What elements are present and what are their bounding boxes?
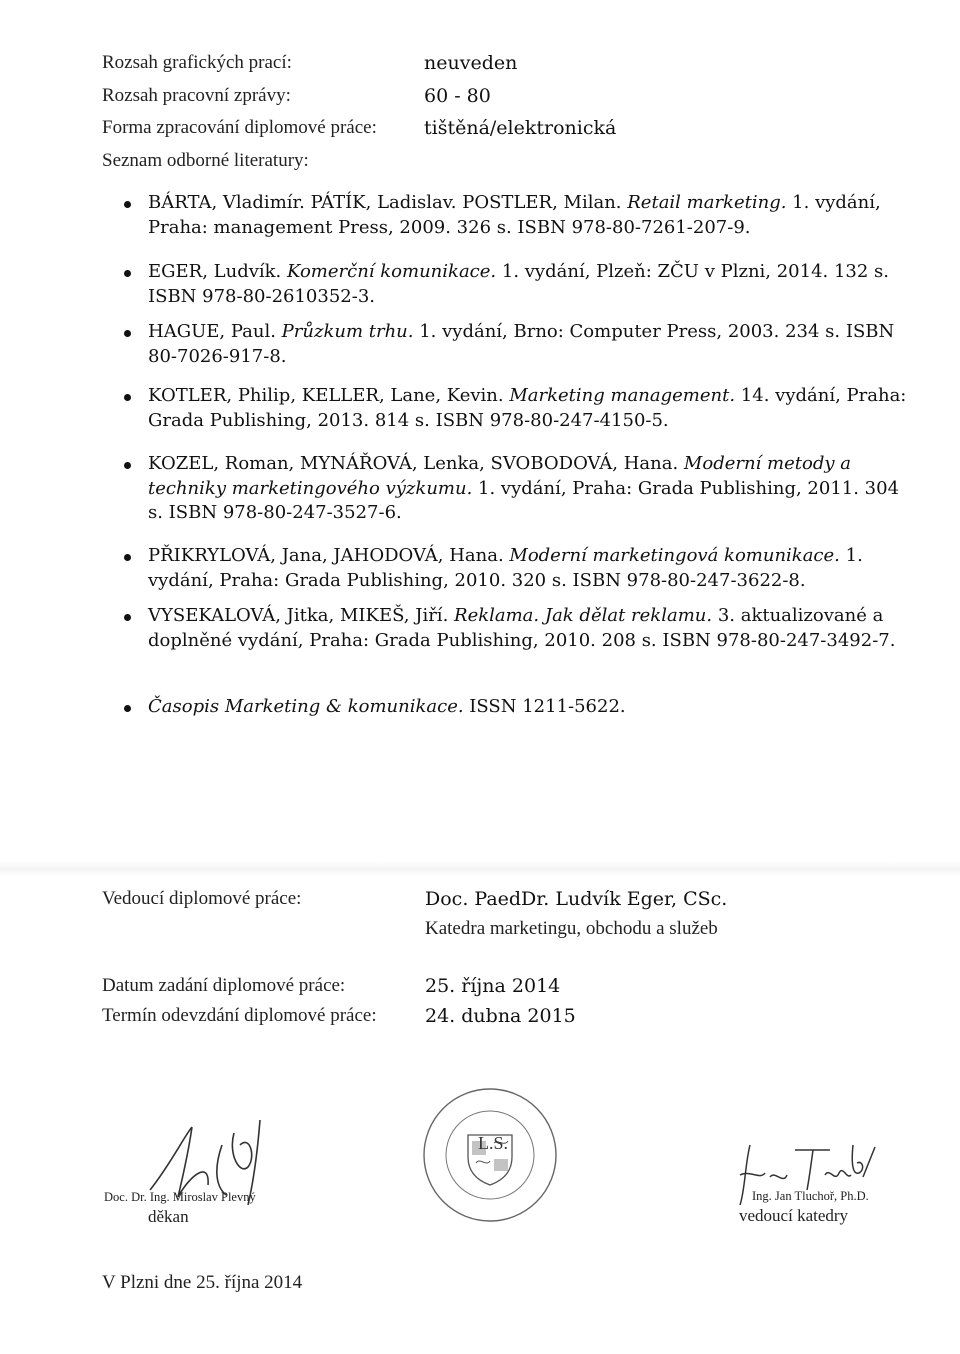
seal-ls: L.S. (478, 1133, 509, 1153)
bullet (124, 554, 131, 561)
label-graphic-scope: Rozsah grafických prací: (102, 52, 292, 73)
dean-title: děkan (148, 1207, 189, 1226)
bullet (124, 330, 131, 337)
bibliography-item: HAGUE, Paul. Průzkum trhu. 1. vydání, Brno: Computer Press, 2003. 234 s. ISBN 80-7026-917-8. (148, 321, 895, 367)
bibliography-item: EGER, Ludvík. Komerční komunikace. 1. vydání, Plzeň: ZČU v Plzni, 2014. 132 s. ISBN 978-80-2610352-3. (148, 261, 890, 307)
bibliography-item: BÁRTA, Vladimír. PÁTÍK, Ladislav. POSTLER, Milan. Retail marketing. 1. vydání, Praha: management Press, 2009. 326 s. ISBN 978-80-7261-207-9. (148, 192, 881, 238)
bibliography-item: Časopis Marketing & komunikace. ISSN 1211-5622. (148, 696, 626, 717)
bibliography-item: PŘIKRYLOVÁ, Jana, JAHODOVÁ, Hana. Moderní marketingová komunikace. 1. vydání, Praha: Grada Publishing, 2010. 320 s. ISBN 978-80-247-3622-8. (148, 545, 863, 591)
university-seal (420, 1085, 560, 1225)
label-literature-list: Seznam odborné literatury: (102, 150, 309, 171)
bibliography-item: KOTLER, Philip, KELLER, Lane, Kevin. Marketing management. 14. vydání, Praha: Grada Publishing, 2013. 814 s. ISBN 978-80-247-4150-5. (148, 385, 907, 431)
assigned-date: 25. října 2014 (425, 975, 561, 997)
value-graphic-scope: neuveden (424, 52, 518, 74)
head-title: vedoucí katedry (739, 1206, 849, 1225)
bullet (124, 462, 131, 469)
label-due-date: Termín odevzdání diplomové práce: (102, 1005, 377, 1026)
scan-band (0, 862, 960, 876)
value-thesis-form: tištěná/elektronická (424, 117, 617, 139)
dean-name: Doc. Dr. Ing. Miroslav Plevný (104, 1190, 256, 1204)
due-date: 24. dubna 2015 (425, 1005, 576, 1027)
bullet (124, 270, 131, 277)
bibliography-item: KOZEL, Roman, MYNÁŘOVÁ, Lenka, SVOBODOVÁ, Hana. Moderní metody a techniky marketingového výzkumu. 1. vydání, Praha: Grada Publishing, 2011. 304 s. ISBN 978-80-247-3527-6. (148, 453, 900, 523)
label-thesis-form: Forma zpracování diplomové práce: (102, 117, 377, 138)
label-assigned-date: Datum zadání diplomové práce: (102, 975, 346, 996)
supervisor-name: Doc. PaedDr. Ludvík Eger, CSc. (425, 888, 728, 910)
bullet (124, 705, 131, 712)
label-report-scope: Rozsah pracovní zprávy: (102, 85, 291, 106)
label-supervisor: Vedoucí diplomové práce: (102, 888, 302, 909)
supervisor-department: Katedra marketingu, obchodu a služeb (425, 918, 718, 939)
head-name: Ing. Jan Tluchoř, Ph.D. (752, 1189, 869, 1203)
bibliography-item: VYSEKALOVÁ, Jitka, MIKEŠ, Jiří. Reklama. Jak dělat reklamu. 3. aktualizované a doplněné vydání, Praha: Grada Publishing, 2010. 208 s. ISBN 978-80-247-3492-7. (148, 605, 896, 651)
bullet (124, 201, 131, 208)
value-report-scope: 60 - 80 (424, 85, 491, 107)
place-date: V Plzni dne 25. října 2014 (102, 1272, 303, 1293)
bullet (124, 394, 131, 401)
bullet (124, 614, 131, 621)
